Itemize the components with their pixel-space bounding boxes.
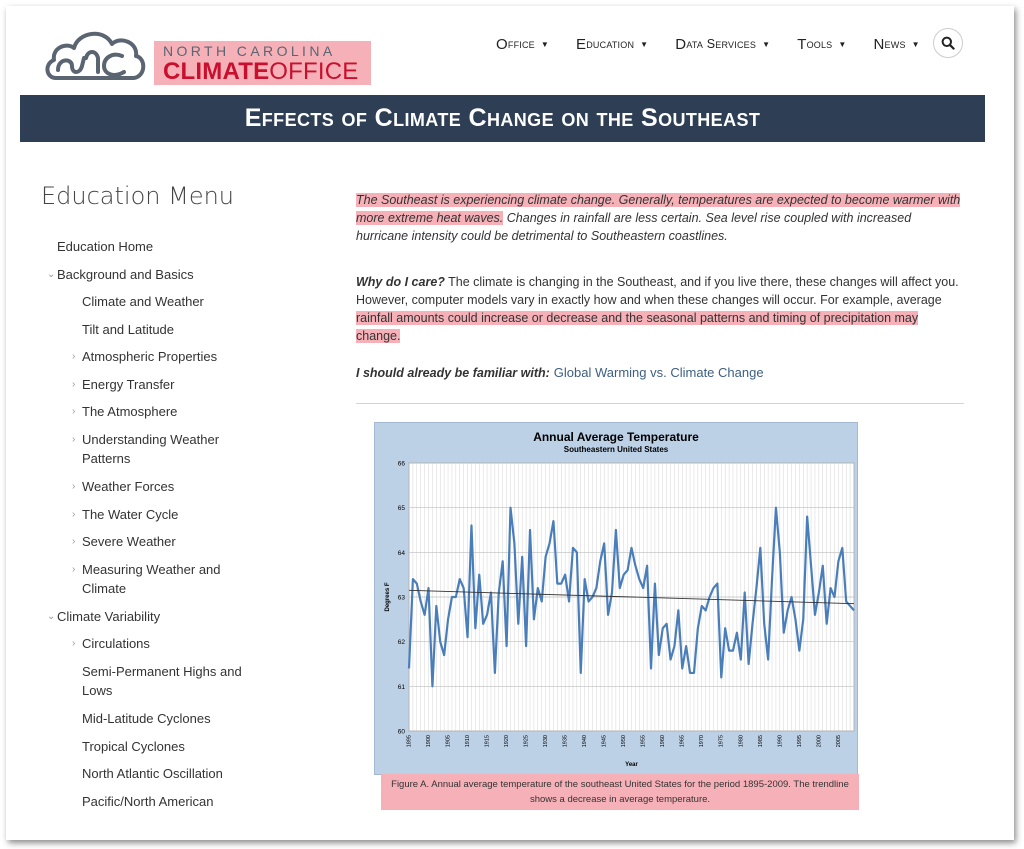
sidebar-item-understanding-weather-patterns[interactable] [72,430,220,450]
nav-education-initial: E [576,35,587,53]
sidebar-item-label: Climate Variability [57,609,161,624]
why-care-body: The climate is changing in the Southeast, and if you live there, these changes will affect you. However, computer models vary in exactly how and when these changes will occur. For example, average [356,275,959,307]
y-tick-label: 60 [397,728,405,736]
chevron-right-icon: › [72,509,76,520]
y-axis-label: Degrees F [385,582,391,612]
chevron-right-icon: › [72,379,76,390]
sidebar-item-atmospheric-properties[interactable] [72,347,218,367]
why-care-highlight: rainfall amounts could increase or decrease and the seasonal patterns and timing of precipitation may change. [356,311,919,343]
sidebar-item-background-and-basics[interactable] [47,265,194,285]
nav-education-label: ducation [586,37,635,51]
sidebar-item-label: Tropical Cyclones [82,739,185,754]
sidebar-item-education-home[interactable] [57,237,153,257]
chevron-down-icon: ⌄ [47,269,56,280]
x-tick-label: 1970 [699,735,706,748]
why-care-paragraph [356,273,966,345]
logo-office: OFFICE [269,58,359,85]
sidebar-item-energy-transfer[interactable] [72,375,175,395]
caret-down-icon: ▼ [838,39,847,49]
sidebar-item-label: The Atmosphere [82,404,178,419]
prerequisite-link[interactable]: Global Warming vs. Climate Change [553,365,764,380]
nav-news-label: ews [884,37,906,51]
chevron-right-icon: › [72,564,76,575]
x-tick-label: 1995 [796,735,803,748]
x-tick-label: 1990 [777,735,784,748]
search-button[interactable] [933,28,963,58]
x-tick-label: 1965 [679,735,686,748]
sidebar-item-label: Background and Basics [57,267,194,282]
sidebar-item-tilt-and-latitude[interactable] [82,320,174,340]
nav-news-initial: N [873,35,885,53]
x-tick-label: 1950 [621,735,628,748]
sidebar-item-semi-permanent-highs-and-lows-line2[interactable] [82,681,112,701]
logo-line2 [163,58,358,86]
x-tick-label: 1960 [660,735,667,748]
sidebar-item-label: Energy Transfer [82,377,175,392]
logo-climate: CLIMATE [163,58,270,85]
intro-highlight: The Southeast is experiencing climate change. Generally, temperatures are expected to become warmer with more extreme heat waves. [356,193,961,225]
sidebar-item-label: Education Home [57,239,154,254]
sidebar-item-severe-weather[interactable] [72,532,176,552]
chevron-right-icon: › [72,536,76,547]
sidebar-item-weather-forces[interactable] [72,477,175,497]
search-icon [941,36,955,50]
page-banner [20,95,985,142]
logo-line1: NORTH CAROLINA [163,43,336,59]
x-axis-label: Year [625,762,638,768]
x-tick-label: 1935 [562,735,569,748]
x-tick-label: 2000 [816,735,823,748]
sidebar-item-tropical-cyclones[interactable] [82,737,185,757]
caret-down-icon: ▼ [540,39,549,49]
y-tick-label: 65 [397,505,405,513]
x-tick-label: 1920 [504,735,511,748]
cloud-logo-icon [42,22,154,84]
chevron-right-icon: › [72,638,76,649]
chevron-right-icon: › [72,351,76,362]
chevron-right-icon: › [72,481,76,492]
sidebar-item-the-water-cycle[interactable] [72,505,179,525]
x-tick-label: 1955 [640,735,647,748]
temperature-chart [374,422,858,775]
x-tick-label: 1915 [484,735,491,748]
sidebar-item-label: Patterns [82,451,131,466]
x-tick-label: 1910 [465,735,472,748]
sidebar-item-understanding-weather-patterns-line2[interactable] [82,449,130,469]
intro-paragraph [356,191,966,245]
logo-text [154,41,371,85]
page-title: Effects of Climate Change on the Southeast [244,104,761,132]
nav-tools-label: ools [806,37,833,51]
nav-news[interactable] [874,32,920,56]
x-tick-label: 1905 [445,735,452,748]
sidebar-item-label: Weather Forces [82,479,175,494]
caret-down-icon: ▼ [762,39,771,49]
nav-office-initial: O [496,35,508,53]
y-tick-label: 62 [397,639,405,647]
sidebar-item-label: Severe Weather [82,534,176,549]
x-tick-label: 1985 [757,735,764,748]
sidebar-item-label: Atmospheric Properties [82,349,218,364]
chevron-down-icon: ⌄ [47,611,56,622]
nav-data-services-label: ata Services [686,37,757,51]
sidebar-item-label: Circulations [82,636,150,651]
divider [356,403,964,404]
chart-subtitle: Southeastern United States [563,445,669,454]
sidebar-item-climate-variability[interactable] [47,607,161,627]
caret-down-icon: ▼ [911,39,920,49]
nav-office[interactable] [496,32,549,56]
page [6,6,1014,840]
x-tick-label: 1895 [406,735,413,748]
sidebar-item-mid-latitude-cyclones[interactable] [82,709,211,729]
nav-education[interactable] [576,32,648,56]
nav-tools[interactable] [797,32,846,56]
x-tick-label: 1930 [543,735,550,748]
sidebar-item-measuring-weather-and-climate-line2[interactable] [82,579,126,599]
sidebar-item-semi-permanent-highs-and-lows[interactable] [82,662,242,682]
x-tick-label: 1980 [738,735,745,748]
sidebar-item-label: North Atlantic Oscillation [82,766,223,781]
sidebar-item-label: Understanding Weather [82,432,220,447]
main-nav [496,32,947,56]
x-tick-label: 1945 [601,735,608,748]
nav-data-services-initial: D [675,35,687,53]
sidebar-item-climate-and-weather[interactable] [82,292,204,312]
sidebar-item-north-atlantic-oscillation[interactable] [82,764,223,784]
why-care-lead: Why do I care? [356,275,445,289]
chart-plot [375,423,857,774]
sidebar-item-label: Climate [82,581,127,596]
x-tick-label: 1925 [523,735,530,748]
intro-rest: Changes in rainfall are less certain. Sea level rise coupled with increased hurricane intensity could be detrimental to Southeastern coastlines. [356,211,912,243]
nav-tools-initial: T [797,35,807,53]
site-logo[interactable] [42,22,359,85]
sidebar-item-label: The Water Cycle [82,507,179,522]
sidebar-item-label: Mid-Latitude Cyclones [82,711,211,726]
prerequisite-line [356,365,764,380]
x-tick-label: 1975 [718,735,725,748]
sidebar-item-the-atmosphere[interactable] [72,402,178,422]
sidebar-item-label: Tilt and Latitude [82,322,175,337]
chevron-right-icon: › [72,406,76,417]
nav-data-services[interactable] [675,32,770,56]
chart-title: Annual Average Temperature [533,430,699,444]
sidebar-item-label: Semi-Permanent Highs and [82,664,242,679]
y-tick-label: 61 [397,683,405,691]
sidebar-item-label: Lows [82,683,113,698]
sidebar-item-label: Pacific/North American [82,794,214,809]
nav-office-label: ffice [507,37,535,51]
sidebar-item-circulations[interactable] [72,634,150,654]
y-tick-label: 66 [397,460,405,468]
sidebar-item-pacific-north-american[interactable] [82,792,214,812]
sidebar-item-measuring-weather-and-climate[interactable] [72,560,221,580]
figure-caption: Figure A. Annual average temperature of the southeast United States for the period 1895-2009. The trendline shows a decrease in average temperature. [381,774,859,810]
y-tick-label: 64 [397,549,405,557]
sidebar-item-label: Climate and Weather [82,294,204,309]
x-tick-label: 2005 [835,735,842,748]
y-tick-label: 63 [397,594,405,602]
sidebar-item-label: Measuring Weather and [82,562,221,577]
x-tick-label: 1940 [582,735,589,748]
prerequisite-lead: I should already be familiar with: [356,366,550,380]
x-tick-label: 1900 [425,735,432,748]
chevron-right-icon: › [72,434,76,445]
caret-down-icon: ▼ [640,39,649,49]
sidebar-title: Education Menu [41,182,235,210]
